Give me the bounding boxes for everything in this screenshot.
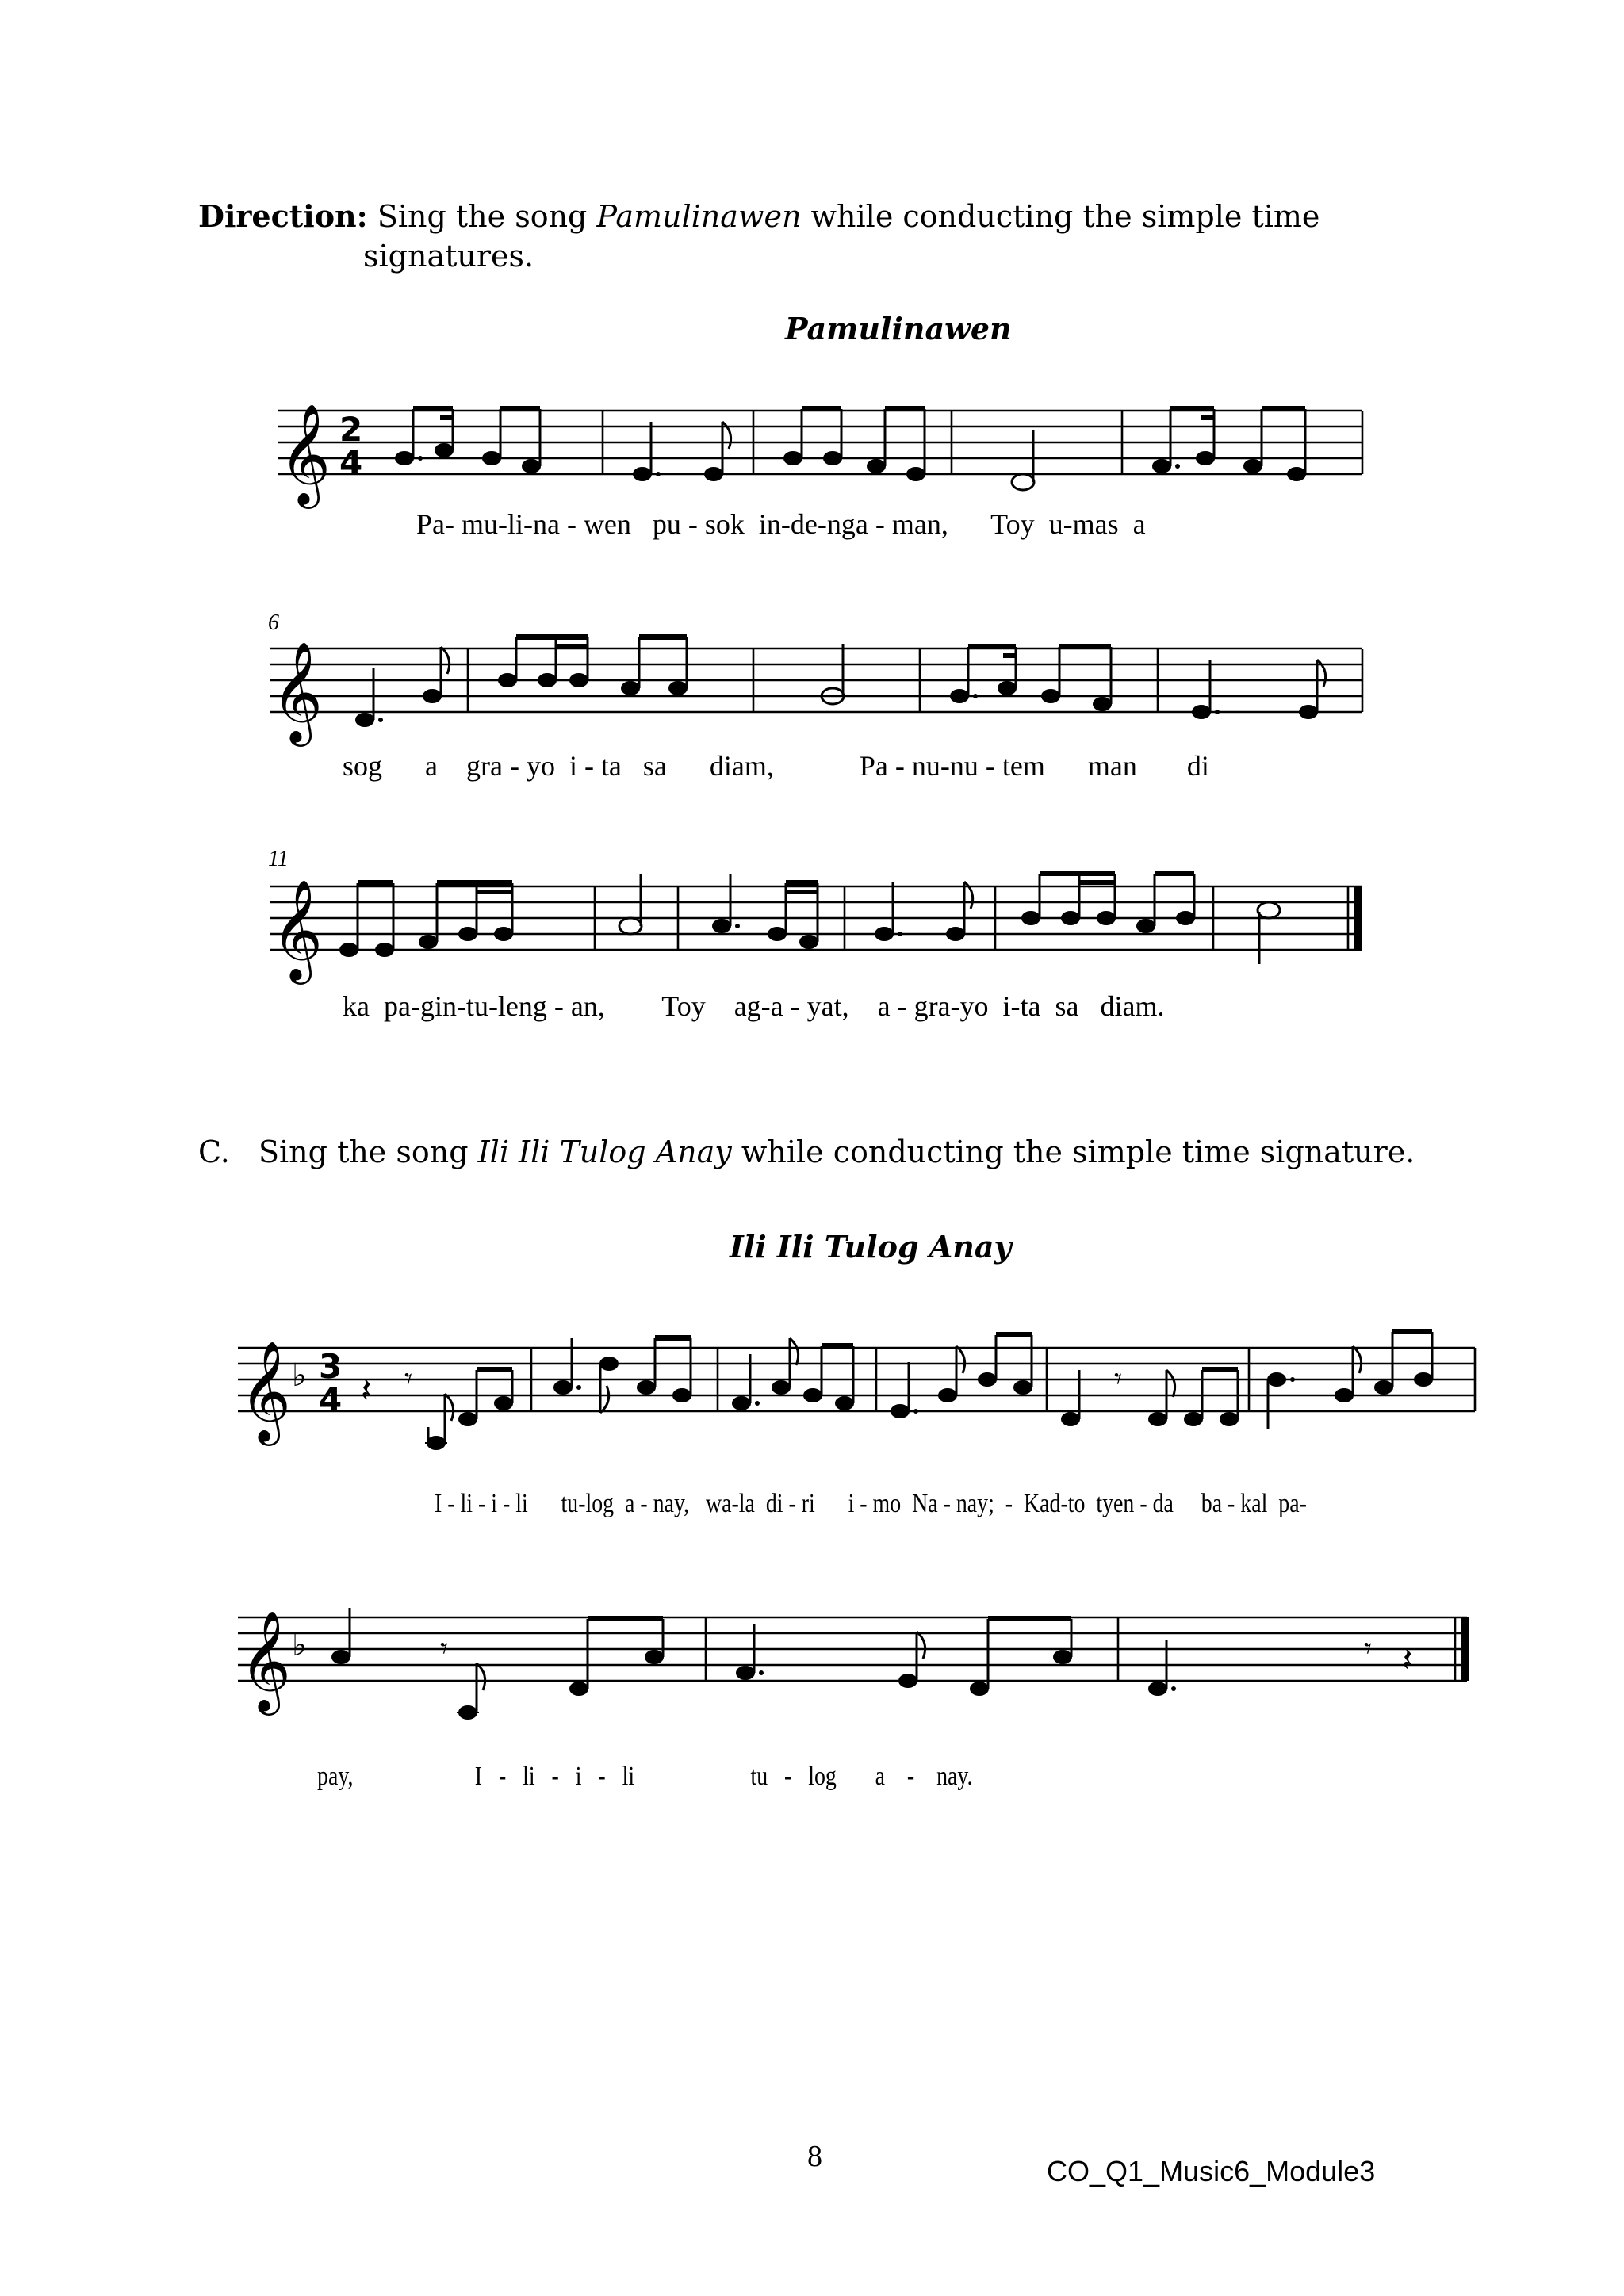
- notes-measure-2: [633, 422, 731, 481]
- section-c-paragraph: [198, 1132, 1546, 1172]
- notes-measure-5: [1152, 406, 1306, 481]
- song2-notes-measure-7: [331, 1608, 664, 1720]
- eighth-rest-icon: 𝄾: [404, 1361, 413, 1396]
- quarter-rest-icon: 𝄽: [1402, 1640, 1413, 1680]
- song2-notes-measure-4: [891, 1332, 1032, 1418]
- flat-key-signature-icon: ♭: [292, 1357, 307, 1394]
- song2-notes-measure-3: [732, 1338, 854, 1410]
- song2-title: Ili Ili Tulog Anay: [730, 1229, 1012, 1265]
- section-c-text-after: while conducting the simple time signature.: [741, 1135, 1415, 1169]
- direction-text-after: while conducting the simple time: [810, 199, 1320, 234]
- treble-clef-icon: 𝄞: [271, 878, 324, 980]
- song2-score: [230, 1300, 1515, 1792]
- direction-line2: signatures.: [363, 239, 534, 274]
- song2-notes-measure-9: [1148, 1631, 1412, 1696]
- notes-measure-13: [712, 874, 818, 949]
- final-barline: [1354, 886, 1362, 950]
- section-c-text-before: Sing the song: [259, 1135, 469, 1169]
- song1-score: [262, 365, 1467, 1078]
- notes-measure-9: [950, 644, 1112, 711]
- notes-measure-1: [395, 406, 541, 473]
- treble-clef-icon: 𝄞: [279, 403, 331, 504]
- notes-measure-8: [822, 644, 844, 704]
- song2-notes-measure-1: [361, 1361, 513, 1450]
- song1-system-2: [270, 634, 1362, 747]
- song1-system-1: [278, 403, 1362, 509]
- eighth-rest-icon: 𝄾: [1364, 1631, 1373, 1666]
- section-c-letter: C.: [198, 1135, 230, 1169]
- song2-system-1: [238, 1329, 1475, 1450]
- song2-notes-measure-8: [736, 1616, 1072, 1696]
- time-signature-3-4-icon: 3: [319, 1347, 343, 1386]
- song2-notes-measure-2: [553, 1335, 691, 1413]
- section-c-song-name: Ili Ili Tulog Anay: [477, 1135, 732, 1169]
- song2-lyrics-line-1: I - li - i - li tu-log a - nay, wa-la di - ri i - mo Na - nay; - Kad-to tyen - da ba - kal pa-: [435, 1489, 1307, 1518]
- eighth-rest-icon: 𝄾: [440, 1631, 449, 1666]
- direction-song-name: Pamulinawen: [596, 199, 802, 234]
- module-code: CO_Q1_Music6_Module3: [1047, 2155, 1376, 2187]
- song1-lyrics-line-2: sog a gra - yo i - ta sa diam, Pa - nu-nu - tem man di: [343, 750, 1209, 782]
- notes-measure-6: [355, 647, 450, 727]
- time-signature-2-4-icon: 4: [339, 443, 363, 482]
- measure-number-11: 11: [268, 847, 289, 871]
- treble-clef-icon: 𝄞: [239, 1609, 292, 1711]
- notes-measure-12: [619, 874, 642, 934]
- treble-clef-icon: 𝄞: [271, 641, 324, 742]
- notes-measure-14: [875, 882, 973, 941]
- final-barline: [1461, 1617, 1469, 1681]
- song2-notes-measure-5: [1061, 1361, 1239, 1426]
- eighth-rest-icon: 𝄾: [1114, 1361, 1123, 1396]
- direction-label: Direction:: [198, 198, 368, 234]
- song1-lyrics-line-3: ka pa-gin-tu-leng - an, Toy ag-a - yat, a - gra-yo i-ta sa diam.: [343, 990, 1165, 1022]
- flat-key-signature-icon: ♭: [292, 1627, 307, 1663]
- notes-measure-3: [783, 406, 925, 481]
- song1-title: Pamulinawen: [785, 311, 1012, 346]
- song1-system-3: [270, 871, 1362, 985]
- notes-measure-10: [1192, 660, 1326, 719]
- direction-text-before: Sing the song: [377, 199, 588, 234]
- song2-lyrics-line-2: pay, I - li - i - li tu - log a - nay.: [317, 1762, 973, 1791]
- song2-system-2: [238, 1608, 1469, 1720]
- direction-paragraph: [198, 197, 1435, 236]
- measure-number-6: 6: [268, 610, 279, 635]
- treble-clef-icon: 𝄞: [239, 1340, 292, 1441]
- notes-measure-4: [1012, 430, 1034, 490]
- time-signature-2-4-icon: 2: [339, 410, 363, 449]
- song1-lyrics-line-1: Pa- mu-li-na - wen pu - sok in-de-nga - man, Toy u-mas a: [416, 508, 1146, 540]
- time-signature-3-4-icon: 4: [319, 1380, 343, 1419]
- page-number: 8: [807, 2140, 822, 2173]
- quarter-rest-icon: 𝄽: [361, 1370, 372, 1410]
